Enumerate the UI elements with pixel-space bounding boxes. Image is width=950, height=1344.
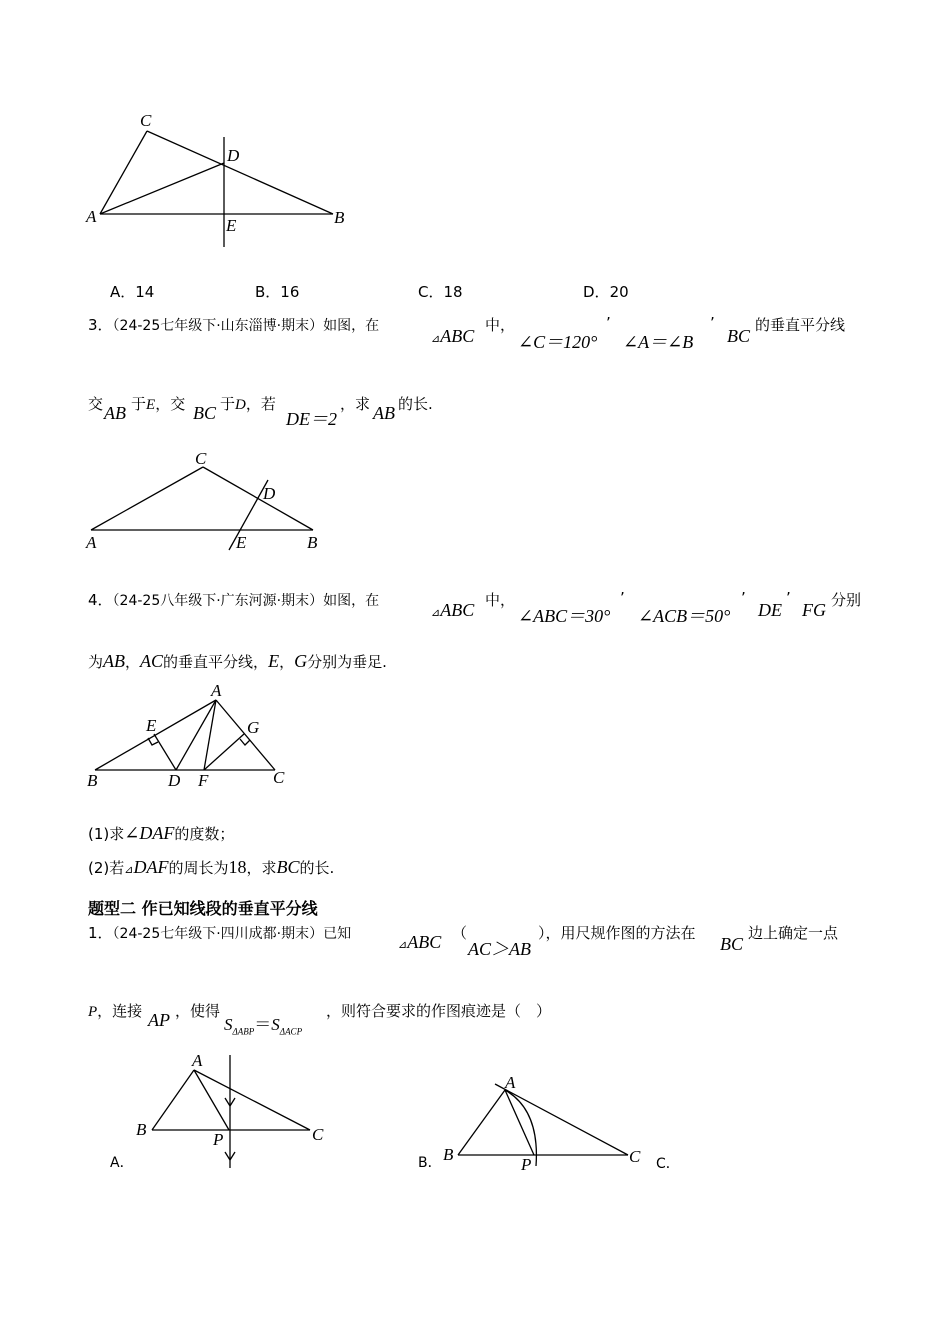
point-label-c: C	[312, 1125, 324, 1144]
point-label-d: D	[227, 146, 240, 165]
point-label-b: B	[136, 1120, 147, 1139]
q3-jiao: 交	[88, 395, 104, 413]
q4-e: E	[268, 651, 280, 671]
q4-angle2: ∠ACB＝50°	[638, 606, 731, 626]
q3-yu-e-text: 于	[131, 395, 147, 413]
q4-triangle: ⊿ABC	[431, 600, 475, 620]
s2q1-sub2: ΔACP	[279, 1026, 303, 1037]
s2q1-cond: AC＞AB	[468, 939, 531, 959]
q4-comma1: ’	[620, 589, 625, 607]
section-2-title: 题型二 作已知线段的垂直平分线	[88, 899, 318, 918]
s2q1-shide: ，使得	[175, 1002, 221, 1020]
q3-perp-text: 的垂直平分线	[755, 316, 846, 334]
s2q1-source: （24-25七年级下·四川成都·期末）已知	[112, 926, 352, 942]
point-label-a: A	[86, 207, 97, 226]
q3-yu-d-text: 于	[220, 395, 236, 413]
q3-bc: BC	[727, 326, 751, 346]
q4-fg: FG	[802, 600, 826, 620]
q3-angle-b: B	[682, 332, 694, 352]
q4-zhong: 中，	[485, 591, 516, 609]
s2q1-paren-l: （	[452, 924, 468, 942]
q3-source: （24-25七年级下·山东淄博·期末）如图，在	[112, 318, 380, 334]
q4-part1-angle: DAF	[139, 823, 175, 843]
choice-a-label: A．	[110, 283, 136, 301]
point-label-e: E	[226, 216, 237, 235]
s2q1-ap: AP	[148, 1010, 170, 1030]
q4-angle1-text: ABC＝30°	[533, 606, 611, 626]
q4-comma2: ’	[741, 589, 746, 607]
q3-angle-c-text: C＝120°	[533, 332, 598, 352]
choice-c-label: C．	[418, 283, 444, 301]
q4-wei: 为	[88, 653, 104, 671]
q4-part2-tri: DAF	[133, 857, 169, 877]
s2q1-end: ，则符合要求的作图痕迹是（ ）	[326, 1002, 552, 1020]
point-label-c: C	[273, 768, 285, 787]
option-c-label[interactable]: C．	[656, 1156, 680, 1172]
q4-part1-a: (1)求	[88, 825, 125, 843]
q4-part1-b: 的度数；	[174, 825, 235, 843]
q3-ab2: AB	[373, 403, 395, 423]
point-label-a: A	[211, 681, 222, 700]
q4-part2-d: 的长.	[299, 859, 335, 877]
q4-part2: (2)若⊿DAF的周长为18，求BC的长.	[88, 857, 335, 877]
q3-comma1: ’	[606, 314, 611, 332]
q4-fenbie: 分别	[831, 591, 862, 609]
q3-ruo: ，若	[245, 395, 276, 413]
q3-bc2: BC	[193, 403, 217, 423]
s2q1-paren-r: ），用尺规作图的方法在	[538, 924, 696, 942]
s2q1-eq: ＝	[254, 1015, 272, 1034]
point-label-c: C	[195, 449, 207, 468]
s2q1-tri-name: ABC	[407, 932, 442, 952]
q4-foot: 分别为垂足.	[307, 653, 387, 671]
point-label-c: C	[629, 1147, 641, 1166]
s2q1-triangle: ⊿ABC	[398, 932, 442, 952]
choice-b-label: B．	[255, 283, 281, 301]
point-label-b: B	[334, 208, 345, 227]
s2q1-sub1: ΔABP	[232, 1026, 255, 1037]
q4-comma3: ’	[786, 589, 791, 607]
q3-tri-name: ABC	[440, 326, 475, 346]
point-label-b: B	[87, 771, 98, 790]
q4-angle2-text: ACB＝50°	[653, 606, 731, 626]
choice-a-value: 14	[135, 283, 155, 301]
q4-part1: (1)求∠DAF的度数；	[88, 823, 235, 843]
q3-qiu: ，求	[340, 395, 371, 413]
q3-number: 3．	[88, 316, 113, 334]
point-label-f: F	[198, 771, 209, 790]
s2q1-tail: 边上确定一点	[748, 924, 839, 942]
q4-part2-c: ，求	[246, 859, 277, 877]
q4-ab: AB	[103, 651, 126, 671]
point-label-a: A	[192, 1051, 203, 1070]
choice-d-value: 20	[609, 283, 629, 301]
point-label-e: E	[236, 533, 247, 552]
q3-e: E	[146, 397, 156, 413]
point-label-g: G	[247, 718, 260, 737]
q3-angle-c: ∠C＝120°	[518, 332, 598, 352]
q4-de: DE	[758, 600, 782, 620]
q4-g: G	[294, 651, 308, 671]
q4-part2-a: (2)若	[88, 859, 125, 877]
q4-comma: ，	[125, 653, 141, 671]
q3-de-chang: 的长.	[398, 395, 433, 413]
point-label-p: P	[521, 1155, 532, 1174]
q3-angle-ab: ∠A＝∠B	[623, 332, 694, 352]
q3-triangle: ⊿ABC	[431, 326, 475, 346]
q4-part2-b: 的周长为	[168, 859, 229, 877]
point-label-b: B	[307, 533, 318, 552]
choice-c-value: 18	[443, 283, 463, 301]
s2q1-p: P	[88, 1004, 98, 1020]
point-label-a: A	[505, 1073, 516, 1092]
q3-zhong: 中，	[485, 316, 516, 334]
q4-part2-bc: BC	[276, 857, 300, 877]
q3-ab1: AB	[104, 403, 126, 423]
q4-source: （24-25八年级下·广东河源·期末）如图，在	[112, 593, 380, 609]
q4-number: 4．	[88, 591, 113, 609]
q3-angle-a: A＝	[638, 332, 668, 352]
option-a-label: A．	[110, 1155, 134, 1171]
s2q1-s2: S	[271, 1015, 280, 1034]
s2q1-s1: S	[224, 1015, 233, 1034]
q4-perp: 的垂直平分线，	[163, 653, 269, 671]
s2q1-lianjie: ，连接	[97, 1002, 143, 1020]
q3-de: DE＝2	[286, 409, 337, 429]
segment-ac	[495, 1084, 628, 1155]
s2q1-bc: BC	[720, 934, 744, 954]
s2q1-number: 1．	[88, 924, 113, 942]
q3-comma2: ’	[710, 314, 715, 332]
q4-angle1: ∠ABC＝30°	[518, 606, 611, 626]
segment-ab	[458, 1090, 505, 1155]
point-label-d: D	[263, 484, 276, 503]
point-label-p: P	[213, 1130, 224, 1149]
q4-line2: 为AB，AC的垂直平分线，E，G分别为垂足.	[88, 651, 387, 671]
point-label-d: D	[168, 771, 181, 790]
segment-ap	[505, 1090, 534, 1155]
point-label-b: B	[443, 1145, 454, 1164]
point-label-e: E	[146, 716, 157, 735]
point-label-c: C	[140, 111, 152, 130]
q3-comma-jiao: ，交	[155, 395, 186, 413]
choice-b-value: 16	[280, 283, 300, 301]
q4-part2-num: 18	[228, 857, 247, 877]
choice-d-label: D．	[583, 283, 610, 301]
q4-tri-name: ABC	[440, 600, 475, 620]
q4-ac: AC	[140, 651, 164, 671]
q3-d: D	[235, 397, 246, 413]
point-label-a: A	[86, 533, 97, 552]
option-b-label: B．	[418, 1155, 442, 1171]
